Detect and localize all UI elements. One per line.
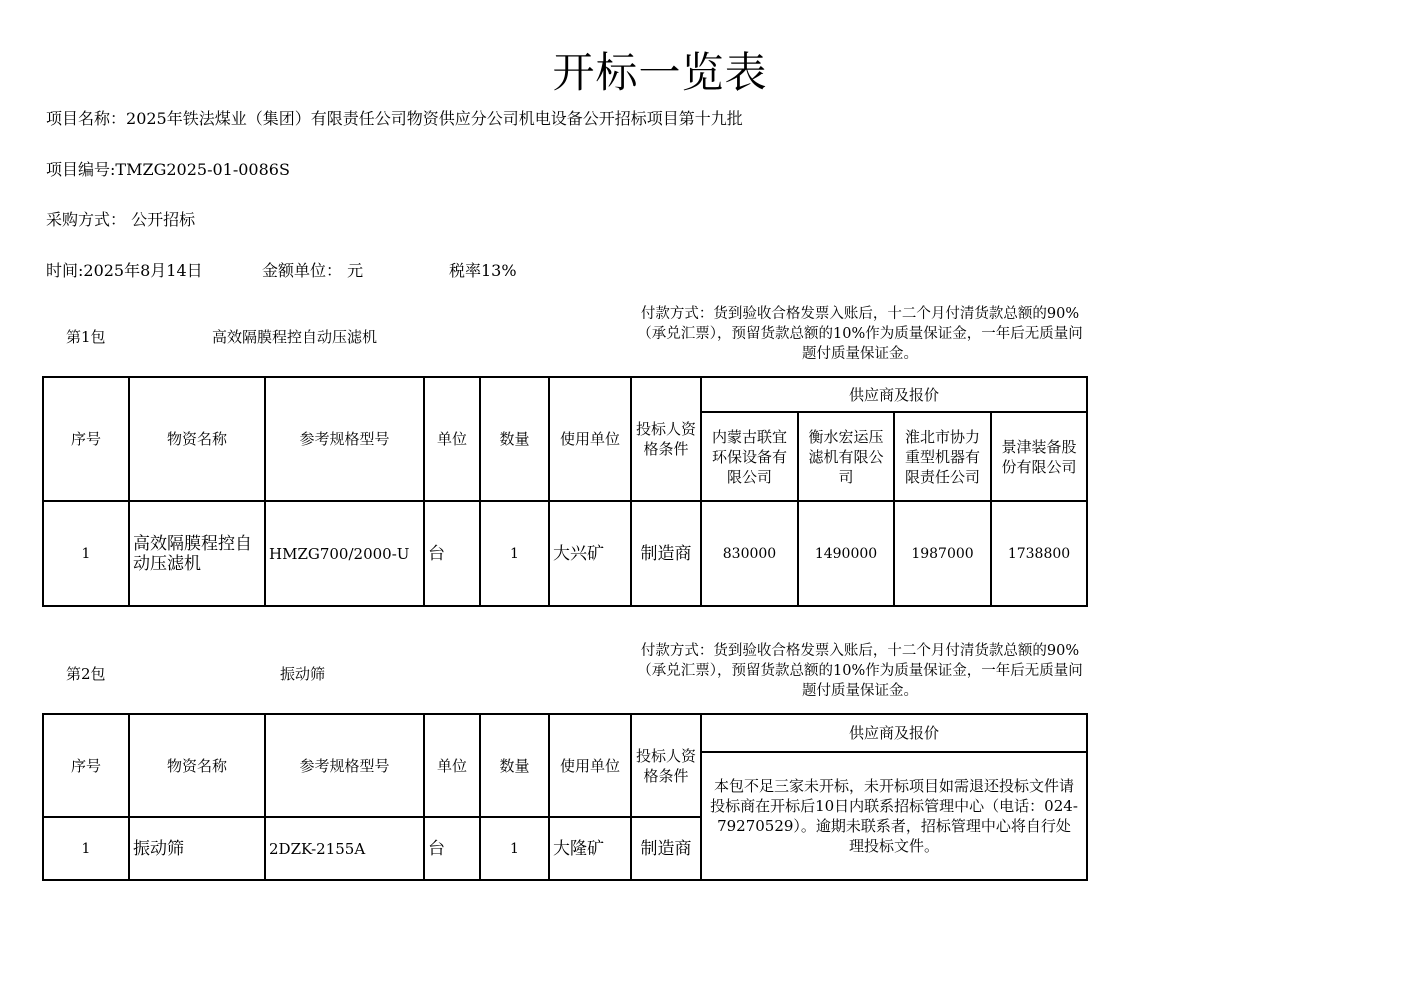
row-spec: HMZG700/2000-U bbox=[265, 501, 424, 606]
bid-price: 1490000 bbox=[798, 501, 894, 606]
row-qualification: 制造商 bbox=[631, 501, 701, 606]
header-material: 物资名称 bbox=[129, 377, 265, 501]
package-1-label: 第1包 bbox=[66, 328, 106, 346]
table-row bbox=[43, 501, 1087, 606]
page-title: 开标一览表 bbox=[552, 48, 768, 97]
header-qty: 数量 bbox=[480, 714, 549, 817]
bid-date: 时间:2025年8月14日 bbox=[46, 261, 203, 280]
header-qualification: 投标人资格条件 bbox=[631, 714, 701, 817]
package-2-table bbox=[42, 713, 1088, 881]
bid-price: 1987000 bbox=[894, 501, 991, 606]
header-material: 物资名称 bbox=[129, 714, 265, 817]
row-material: 高效隔膜程控自动压滤机 bbox=[129, 501, 265, 606]
header-unit: 单位 bbox=[424, 377, 480, 501]
row-material: 振动筛 bbox=[129, 817, 265, 880]
row-spec: 2DZK-2155A bbox=[265, 817, 424, 880]
bid-price: 830000 bbox=[701, 501, 798, 606]
row-unit: 台 bbox=[424, 501, 480, 606]
project-name: 2025年铁法煤业（集团）有限责任公司物资供应分公司机电设备公开招标项目第十九批 bbox=[126, 109, 743, 128]
row-user: 大兴矿 bbox=[549, 501, 631, 606]
package-2-name: 振动筛 bbox=[280, 665, 326, 683]
header-unit: 单位 bbox=[424, 714, 480, 817]
row-qualification: 制造商 bbox=[631, 817, 701, 880]
bid-price: 1738800 bbox=[991, 501, 1087, 606]
package-2-payment-terms: 付款方式：货到验收合格发票入账后，十二个月付清货款总额的90%（承兑汇票），预留货款总额的10%作为质量保证金，一年后无质量问题付质量保证金。 bbox=[637, 643, 1083, 699]
tax-rate: 税率13% bbox=[449, 261, 517, 280]
project-code: 项目编号:TMZG2025-01-0086S bbox=[46, 160, 290, 179]
row-qty: 1 bbox=[480, 501, 549, 606]
header-seq: 序号 bbox=[43, 377, 129, 501]
header-spec: 参考规格型号 bbox=[265, 714, 424, 817]
package-2-note: 本包不足三家未开标，未开标项目如需退还投标文件请投标商在开标后10日内联系招标管理中心（电话：024-79270529）。逾期未联系者，招标管理中心将自行处理投标文件。 bbox=[701, 752, 1087, 880]
supplier-name: 衡水宏运压滤机有限公司 bbox=[798, 412, 894, 501]
header-supplier-group: 供应商及报价 bbox=[701, 377, 1087, 412]
supplier-name: 景津装备股份有限公司 bbox=[991, 412, 1087, 501]
header-seq: 序号 bbox=[43, 714, 129, 817]
row-seq: 1 bbox=[43, 817, 129, 880]
supplier-name: 内蒙古联宜环保设备有限公司 bbox=[701, 412, 798, 501]
header-qualification: 投标人资格条件 bbox=[631, 377, 701, 501]
header-user: 使用单位 bbox=[549, 714, 631, 817]
row-seq: 1 bbox=[43, 501, 129, 606]
package-2-label: 第2包 bbox=[66, 665, 106, 683]
header-supplier-group: 供应商及报价 bbox=[701, 714, 1087, 752]
package-1-payment-terms: 付款方式：货到验收合格发票入账后，十二个月付清货款总额的90%（承兑汇票），预留货款总额的10%作为质量保证金，一年后无质量问题付质量保证金。 bbox=[637, 306, 1083, 362]
currency-unit: 金额单位： 元 bbox=[262, 261, 364, 280]
project-name-line bbox=[46, 106, 743, 129]
header-spec: 参考规格型号 bbox=[265, 377, 424, 501]
procurement-method: 采购方式： 公开招标 bbox=[46, 210, 196, 229]
package-1-name: 高效隔膜程控自动压滤机 bbox=[212, 328, 378, 346]
project-name-label: 项目名称： bbox=[46, 109, 127, 128]
row-unit: 台 bbox=[424, 817, 480, 880]
package-1-table bbox=[42, 376, 1088, 607]
row-user: 大隆矿 bbox=[549, 817, 631, 880]
supplier-name: 淮北市协力重型机器有限责任公司 bbox=[894, 412, 991, 501]
row-qty: 1 bbox=[480, 817, 549, 880]
header-qty: 数量 bbox=[480, 377, 549, 501]
header-user: 使用单位 bbox=[549, 377, 631, 501]
